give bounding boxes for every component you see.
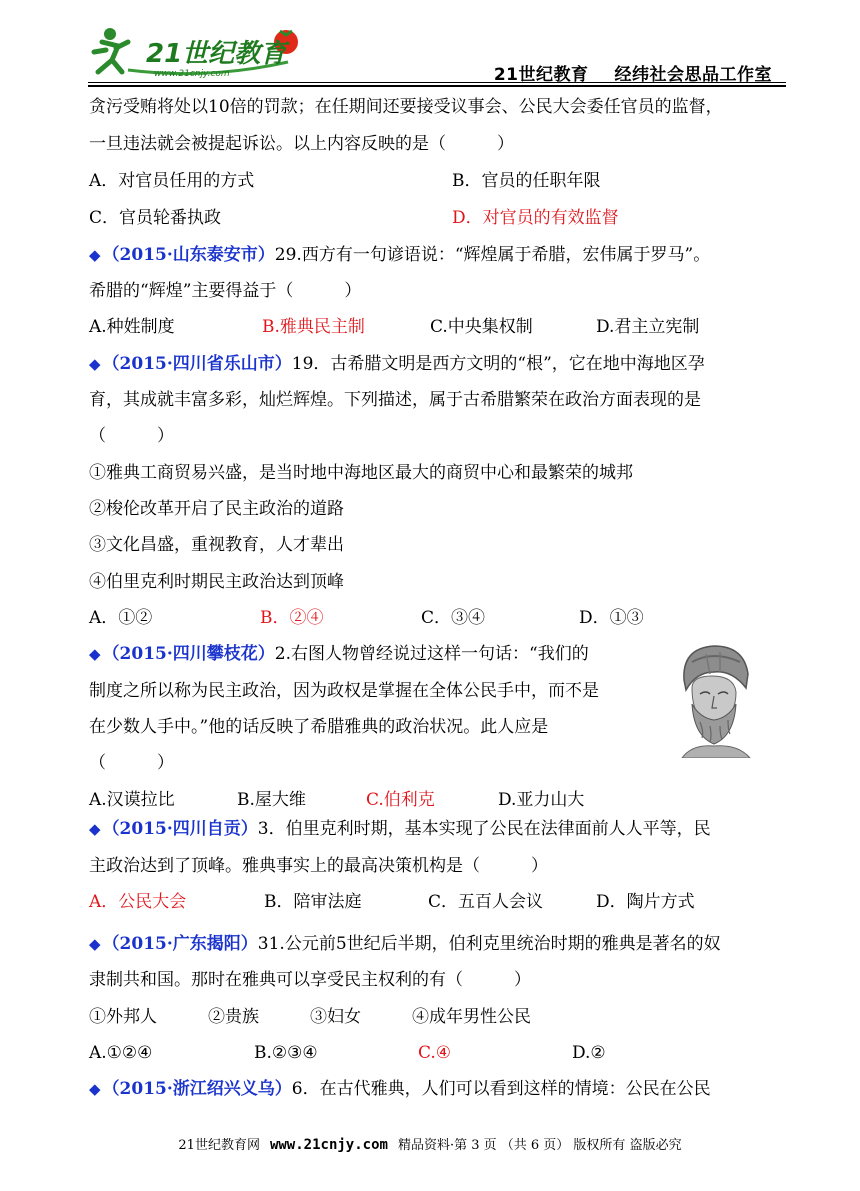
diamond-icon: ◆: [89, 935, 101, 953]
option-b: B．官员的任职年限: [452, 171, 601, 191]
question-text: 2.右图人物曾经说过这样一句话：“我们的: [274, 644, 589, 664]
option-b-answer: B．②④: [260, 608, 324, 628]
header-rule-thick: [88, 85, 786, 87]
footer-site-name: 21世纪教育网: [178, 1138, 260, 1153]
pericles-bust-image: [662, 640, 762, 758]
question-text: （ ）: [89, 753, 174, 773]
question-text: 在少数人手中。”他的话反映了希腊雅典的政治状况。此人应是: [89, 717, 549, 737]
logo-21cnjy: [88, 22, 318, 82]
question-source: （2015·广东揭阳）: [102, 934, 258, 954]
list-item: ④伯里克利时期民主政治达到顶峰: [89, 572, 344, 592]
option-d: D.君主立宪制: [596, 317, 700, 337]
option-c-answer: C.伯利克: [366, 790, 435, 810]
option-b: B.屋大维: [237, 790, 306, 810]
question-text: 制度之所以称为民主政治，因为政权是掌握在全体公民手中，而不是: [89, 681, 599, 701]
question-text: 6．在古代雅典，人们可以看到这样的情境：公民在公民: [291, 1079, 711, 1099]
question-source: （2015·四川自贡）: [102, 819, 258, 839]
page-footer: [0, 1134, 860, 1153]
diamond-icon: ◆: [89, 355, 101, 373]
question-29: [89, 244, 710, 266]
option-d: D．陶片方式: [596, 892, 695, 912]
question-31: [89, 933, 721, 955]
option-a: A．对官员任用的方式: [89, 171, 255, 191]
question-19: [89, 353, 705, 375]
question-source: （2015·四川攀枝花）: [102, 644, 275, 664]
option-a: A.汉谟拉比: [89, 790, 175, 810]
footer-page-info: 精品资料·第 3 页 （共 6 页） 版权所有 盗版必究: [397, 1138, 682, 1153]
option-d-answer: D．对官员的有效监督: [452, 208, 619, 228]
svg-text:www.21cnjy.com: www.21cnjy.com: [154, 69, 230, 79]
question-text: 希腊的“辉煌”主要得益于（ ）: [89, 281, 362, 301]
question-text: 隶制共和国。那时在雅典可以享受民主权利的有（ ）: [89, 970, 531, 990]
option-a: A.种姓制度: [89, 317, 175, 337]
option-c: C．五百人会议: [428, 892, 544, 912]
svg-text:21世纪教育: 21世纪教育: [146, 39, 287, 69]
question-source: （2015·四川省乐山市）: [102, 354, 292, 374]
option-b-answer: B.雅典民主制: [262, 317, 365, 337]
option-b: B.②③④: [254, 1043, 318, 1063]
list-item: ③文化昌盛，重视教育，人才辈出: [89, 535, 344, 555]
question-3: [89, 818, 711, 840]
diamond-icon: ◆: [89, 246, 101, 264]
list-item: ①雅典工商贸易兴盛，是当时地中海地区最大的商贸中心和最繁荣的城邦: [89, 463, 633, 483]
option-a-answer: A．公民大会: [89, 892, 187, 912]
question-text: 3．伯里克利时期，基本实现了公民在法律面前人人平等，民: [257, 819, 711, 839]
page-header: [88, 22, 786, 84]
question-6: [89, 1078, 711, 1100]
diamond-icon: ◆: [89, 1080, 101, 1098]
question-source: （2015·浙江绍兴义乌）: [102, 1079, 292, 1099]
question-2: [89, 643, 589, 665]
list-item: ①外邦人 ②贵族 ③妇女 ④成年男性公民: [89, 1007, 531, 1027]
header-studio: 经纬社会思品工作室: [614, 65, 772, 85]
question-source: （2015·山东泰安市）: [102, 245, 275, 265]
option-b: B．陪审法庭: [264, 892, 362, 912]
question-text: 31.公元前5世纪后半期，伯利克里统治时期的雅典是著名的奴: [257, 934, 721, 954]
question-text: 29.西方有一句谚语说：“辉煌属于希腊，宏伟属于罗马”。: [274, 245, 711, 265]
header-org: 21世纪教育: [493, 65, 589, 85]
question-text: 主政治达到了顶峰。雅典事实上的最高决策机构是（ ）: [89, 856, 548, 876]
option-c: C．③④: [421, 608, 486, 628]
question-text: 一旦违法就会被提起诉讼。以上内容反映的是（ ）: [89, 134, 514, 154]
question-text: （ ）: [89, 426, 174, 446]
option-c-answer: C.④: [418, 1043, 452, 1063]
option-c: C.中央集权制: [430, 317, 533, 337]
option-a: A．①②: [89, 608, 153, 628]
diamond-icon: ◆: [89, 645, 101, 663]
option-d: D．①③: [579, 608, 644, 628]
question-text: 19．古希腊文明是西方文明的“根”，它在地中海地区孕: [291, 354, 705, 374]
footer-url: www.21cnjy.com: [269, 1137, 388, 1153]
option-d: D.亚力山大: [498, 790, 585, 810]
option-d: D.②: [572, 1043, 606, 1063]
question-text: 贪污受贿将处以10倍的罚款；在任期间还要接受议事会、公民大会委任官员的监督，: [89, 97, 723, 117]
question-text: 育，其成就丰富多彩，灿烂辉煌。下列描述，属于古希腊繁荣在政治方面表现的是: [89, 390, 701, 410]
list-item: ②梭伦改革开启了民主政治的道路: [89, 499, 344, 519]
diamond-icon: ◆: [89, 820, 101, 838]
option-a: A.①②④: [89, 1043, 153, 1063]
header-rule: [88, 82, 786, 83]
option-c: C．官员轮番执政: [89, 208, 222, 228]
